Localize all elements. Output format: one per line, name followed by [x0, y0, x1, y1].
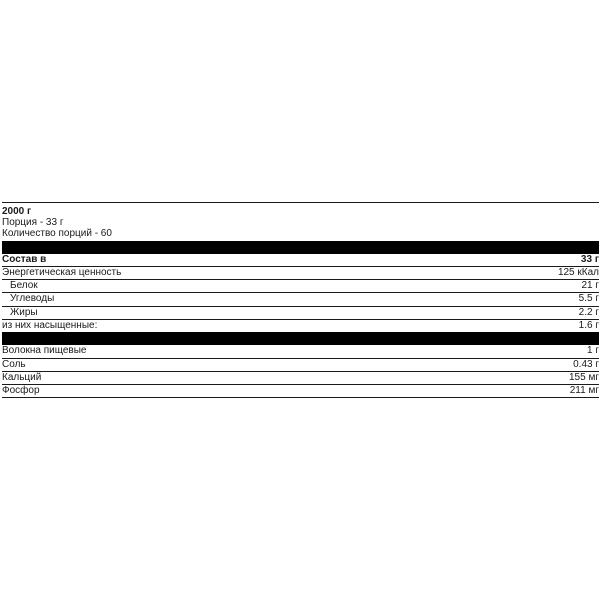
- nutrient-row-phosphorus: [2, 385, 599, 398]
- nutrient-row-fat: [2, 307, 599, 321]
- nutrient-label: Углеводы: [10, 293, 55, 304]
- nutrient-value: 155 мг: [569, 371, 599, 383]
- nutrition-label: [2, 203, 599, 398]
- nutrient-label: Соль: [2, 358, 26, 370]
- nutrient-value: 21 г: [581, 280, 599, 291]
- nutrient-row-fiber: [2, 345, 599, 359]
- nutrient-value: 125 кКал: [557, 267, 599, 278]
- package-weight: 2000 г: [2, 206, 32, 217]
- composition-title: Состав в: [2, 254, 47, 265]
- nutrient-value: 0.43 г: [573, 358, 599, 370]
- nutrient-value: 211 мг: [569, 384, 599, 396]
- nutrient-value: 1.6 г: [578, 320, 599, 331]
- nutrient-row-protein: [2, 280, 599, 293]
- nutrient-value: 5.5 г: [578, 293, 599, 304]
- nutrient-value: 1 г: [587, 345, 599, 356]
- nutrient-label: Фосфор: [2, 384, 40, 396]
- nutrient-row-carbs: [2, 293, 599, 307]
- nutrient-label: из них насыщенные:: [2, 320, 98, 331]
- nutrient-value: 2.2 г: [578, 306, 599, 318]
- nutrient-row-calcium: [2, 372, 599, 385]
- nutrient-label: Жиры: [10, 306, 38, 318]
- section-bar-middle: [2, 332, 599, 345]
- composition-header-row: [2, 254, 599, 267]
- nutrient-row-energy: [2, 267, 599, 280]
- nutrient-row-salt: [2, 359, 599, 372]
- nutrient-label: Энергетическая ценность: [2, 267, 122, 278]
- nutrient-label: Кальций: [2, 371, 42, 383]
- nutrient-row-saturated: [2, 320, 599, 332]
- top-divider: [2, 202, 599, 203]
- serving-size: Порция - 33 г: [2, 217, 64, 228]
- servings-count: Количество порций - 60: [2, 228, 112, 239]
- section-bar-top: [2, 241, 599, 254]
- composition-serving-value: 33 г: [580, 254, 599, 265]
- nutrient-label: Волокна пищевые: [2, 345, 87, 356]
- nutrient-label: Белок: [10, 280, 38, 291]
